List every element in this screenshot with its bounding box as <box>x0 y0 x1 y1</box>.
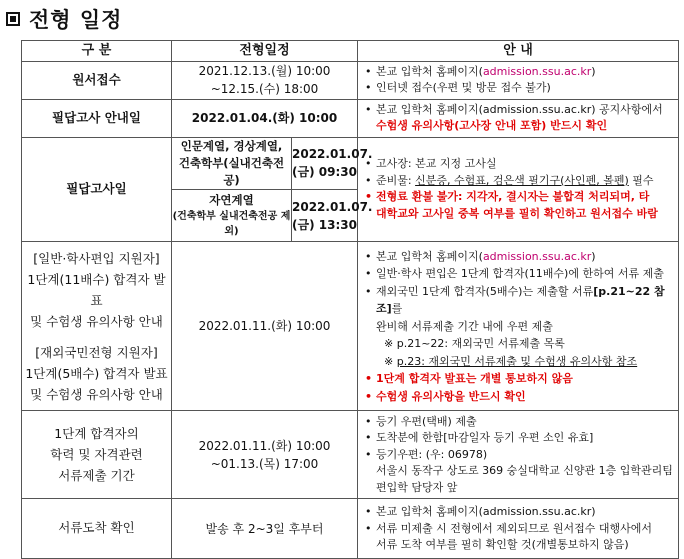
header-schedule: 전형일정 <box>172 41 358 62</box>
schedule-line: 2021.12.13.(월) 10:00 <box>198 64 331 78</box>
list-item: • 본교 입학처 홈페이지(admission.ssu.ac.kr) <box>364 248 674 266</box>
list-item: • 준비물: 신분증, 수험표, 검은색 필기구(사인펜, 볼펜) 필수 <box>364 173 674 190</box>
category-documents: 1단계 합격자의 학력 및 자격관련 서류제출 기간 <box>22 411 172 499</box>
list-item: • 일반·학사 편입은 1단계 합격자(11배수)에 한하여 서류 제출 <box>364 265 674 283</box>
list-note: 서울시 동작구 상도로 369 숭실대학교 신양관 1층 입학관리팀 <box>376 464 673 477</box>
square-bullet-icon <box>6 12 20 26</box>
schedule-first-stage: 2022.01.11.(화) 10:00 <box>172 242 358 411</box>
guide-first-stage <box>358 242 679 411</box>
guide-notice <box>358 99 679 137</box>
guide-exam <box>358 137 679 242</box>
table-row <box>22 499 679 559</box>
schedule-line: ~12.15.(수) 18:00 <box>210 82 319 96</box>
list-item: • 수험생 유의사항을 반드시 확인 <box>364 388 674 406</box>
section-title <box>6 2 122 36</box>
schedule-table <box>21 40 679 559</box>
table-header-row <box>22 41 679 62</box>
list-item: • 재외국민 1단계 합격자(5배수)는 제출할 서류[p.21~22 참조]를 완비해 서류제출 기간 내에 우편 제출 <box>364 283 674 336</box>
guide-arrival <box>358 499 679 559</box>
table-row <box>22 61 679 99</box>
schedule-arrival: 발송 후 2~3일 후부터 <box>172 499 358 559</box>
exam-group-science: 자연계열 (건축학부 실내건축전공 제외) <box>172 190 292 242</box>
list-item: • 본교 입학처 홈페이지(admission.ssu.ac.kr) <box>364 64 674 81</box>
list-note: ※ p.21~22: 재외국민 서류제출 목록 <box>384 337 565 350</box>
exam-time-science: 2022.01.07. (금) 13:30 <box>292 190 358 242</box>
admission-link[interactable]: admission.ssu.ac.kr <box>482 249 592 263</box>
list-item: • 등기 우편(택배) 제출 <box>364 414 674 431</box>
admission-link[interactable]: admission.ssu.ac.kr <box>482 64 592 78</box>
schedule-documents: 2022.01.11.(화) 10:00 ~01.13.(목) 17:00 <box>172 411 358 499</box>
header-category: 구 분 <box>22 41 172 62</box>
category-apply: 원서접수 <box>22 61 172 99</box>
section-title-text: 전형 일정 <box>29 8 123 32</box>
list-item: • 등기우편: (우: 06978) <box>364 447 674 464</box>
category-exam: 필답고사일 <box>22 137 172 242</box>
table-row <box>22 99 679 137</box>
category-notice: 필답고사 안내일 <box>22 99 172 137</box>
list-item: • 본교 입학처 홈페이지(admission.ssu.ac.kr) <box>364 504 674 521</box>
list-item: • 인터넷 접수(우편 및 방문 접수 불가) <box>364 80 674 97</box>
schedule-apply <box>172 61 358 99</box>
list-note: ※ p.23: 재외국민 서류제출 및 수험생 유의사항 참조 <box>384 354 638 368</box>
exam-time-humanities: 2022.01.07. (금) 09:30 <box>292 137 358 190</box>
category-arrival: 서류도착 확인 <box>22 499 172 559</box>
guide-apply <box>358 61 679 99</box>
list-note: 편입학 담당자 앞 <box>376 480 458 494</box>
category-first-stage: [일반·학사편입 지원자] 1단계(11배수) 합격자 발표 및 수험생 유의사항 안내 [재외국민전형 지원자] 1단계(5배수) 합격자 발표 및 수험생 유의사항 안내 <box>22 242 172 411</box>
schedule-notice: 2022.01.04.(화) 10:00 <box>172 99 358 137</box>
list-item: • 본교 입학처 홈페이지(admission.ssu.ac.kr) 공지사항에서 수험생 유의사항(고사장 안내 포함) 반드시 확인 <box>364 102 674 135</box>
list-item: • 전형료 환불 불가: 지각자, 결시자는 불합격 처리되며, 타 대학교와 고사일 중복 여부를 필히 확인하고 원서접수 바람 <box>364 189 674 222</box>
guide-documents <box>358 411 679 499</box>
table-row <box>22 411 679 499</box>
table-row <box>22 137 679 190</box>
list-item: • 서류 미제출 시 전형에서 제외되므로 원서접수 대행사에서 서류 도착 여부를 필히 확인할 것(개별통보하지 않음) <box>364 521 674 554</box>
list-item: • 고사장: 본교 지정 고사실 <box>364 156 674 173</box>
exam-group-humanities: 인문계열, 경상계열, 건축학부(실내건축전공) <box>172 137 292 190</box>
table-row <box>22 242 679 411</box>
header-guide: 안 내 <box>358 41 679 62</box>
list-item: • 도착분에 한함[마감일자 등기 우편 소인 유효] <box>364 430 674 447</box>
list-item: • 1단계 합격자 발표는 개별 통보하지 않음 <box>364 370 674 388</box>
